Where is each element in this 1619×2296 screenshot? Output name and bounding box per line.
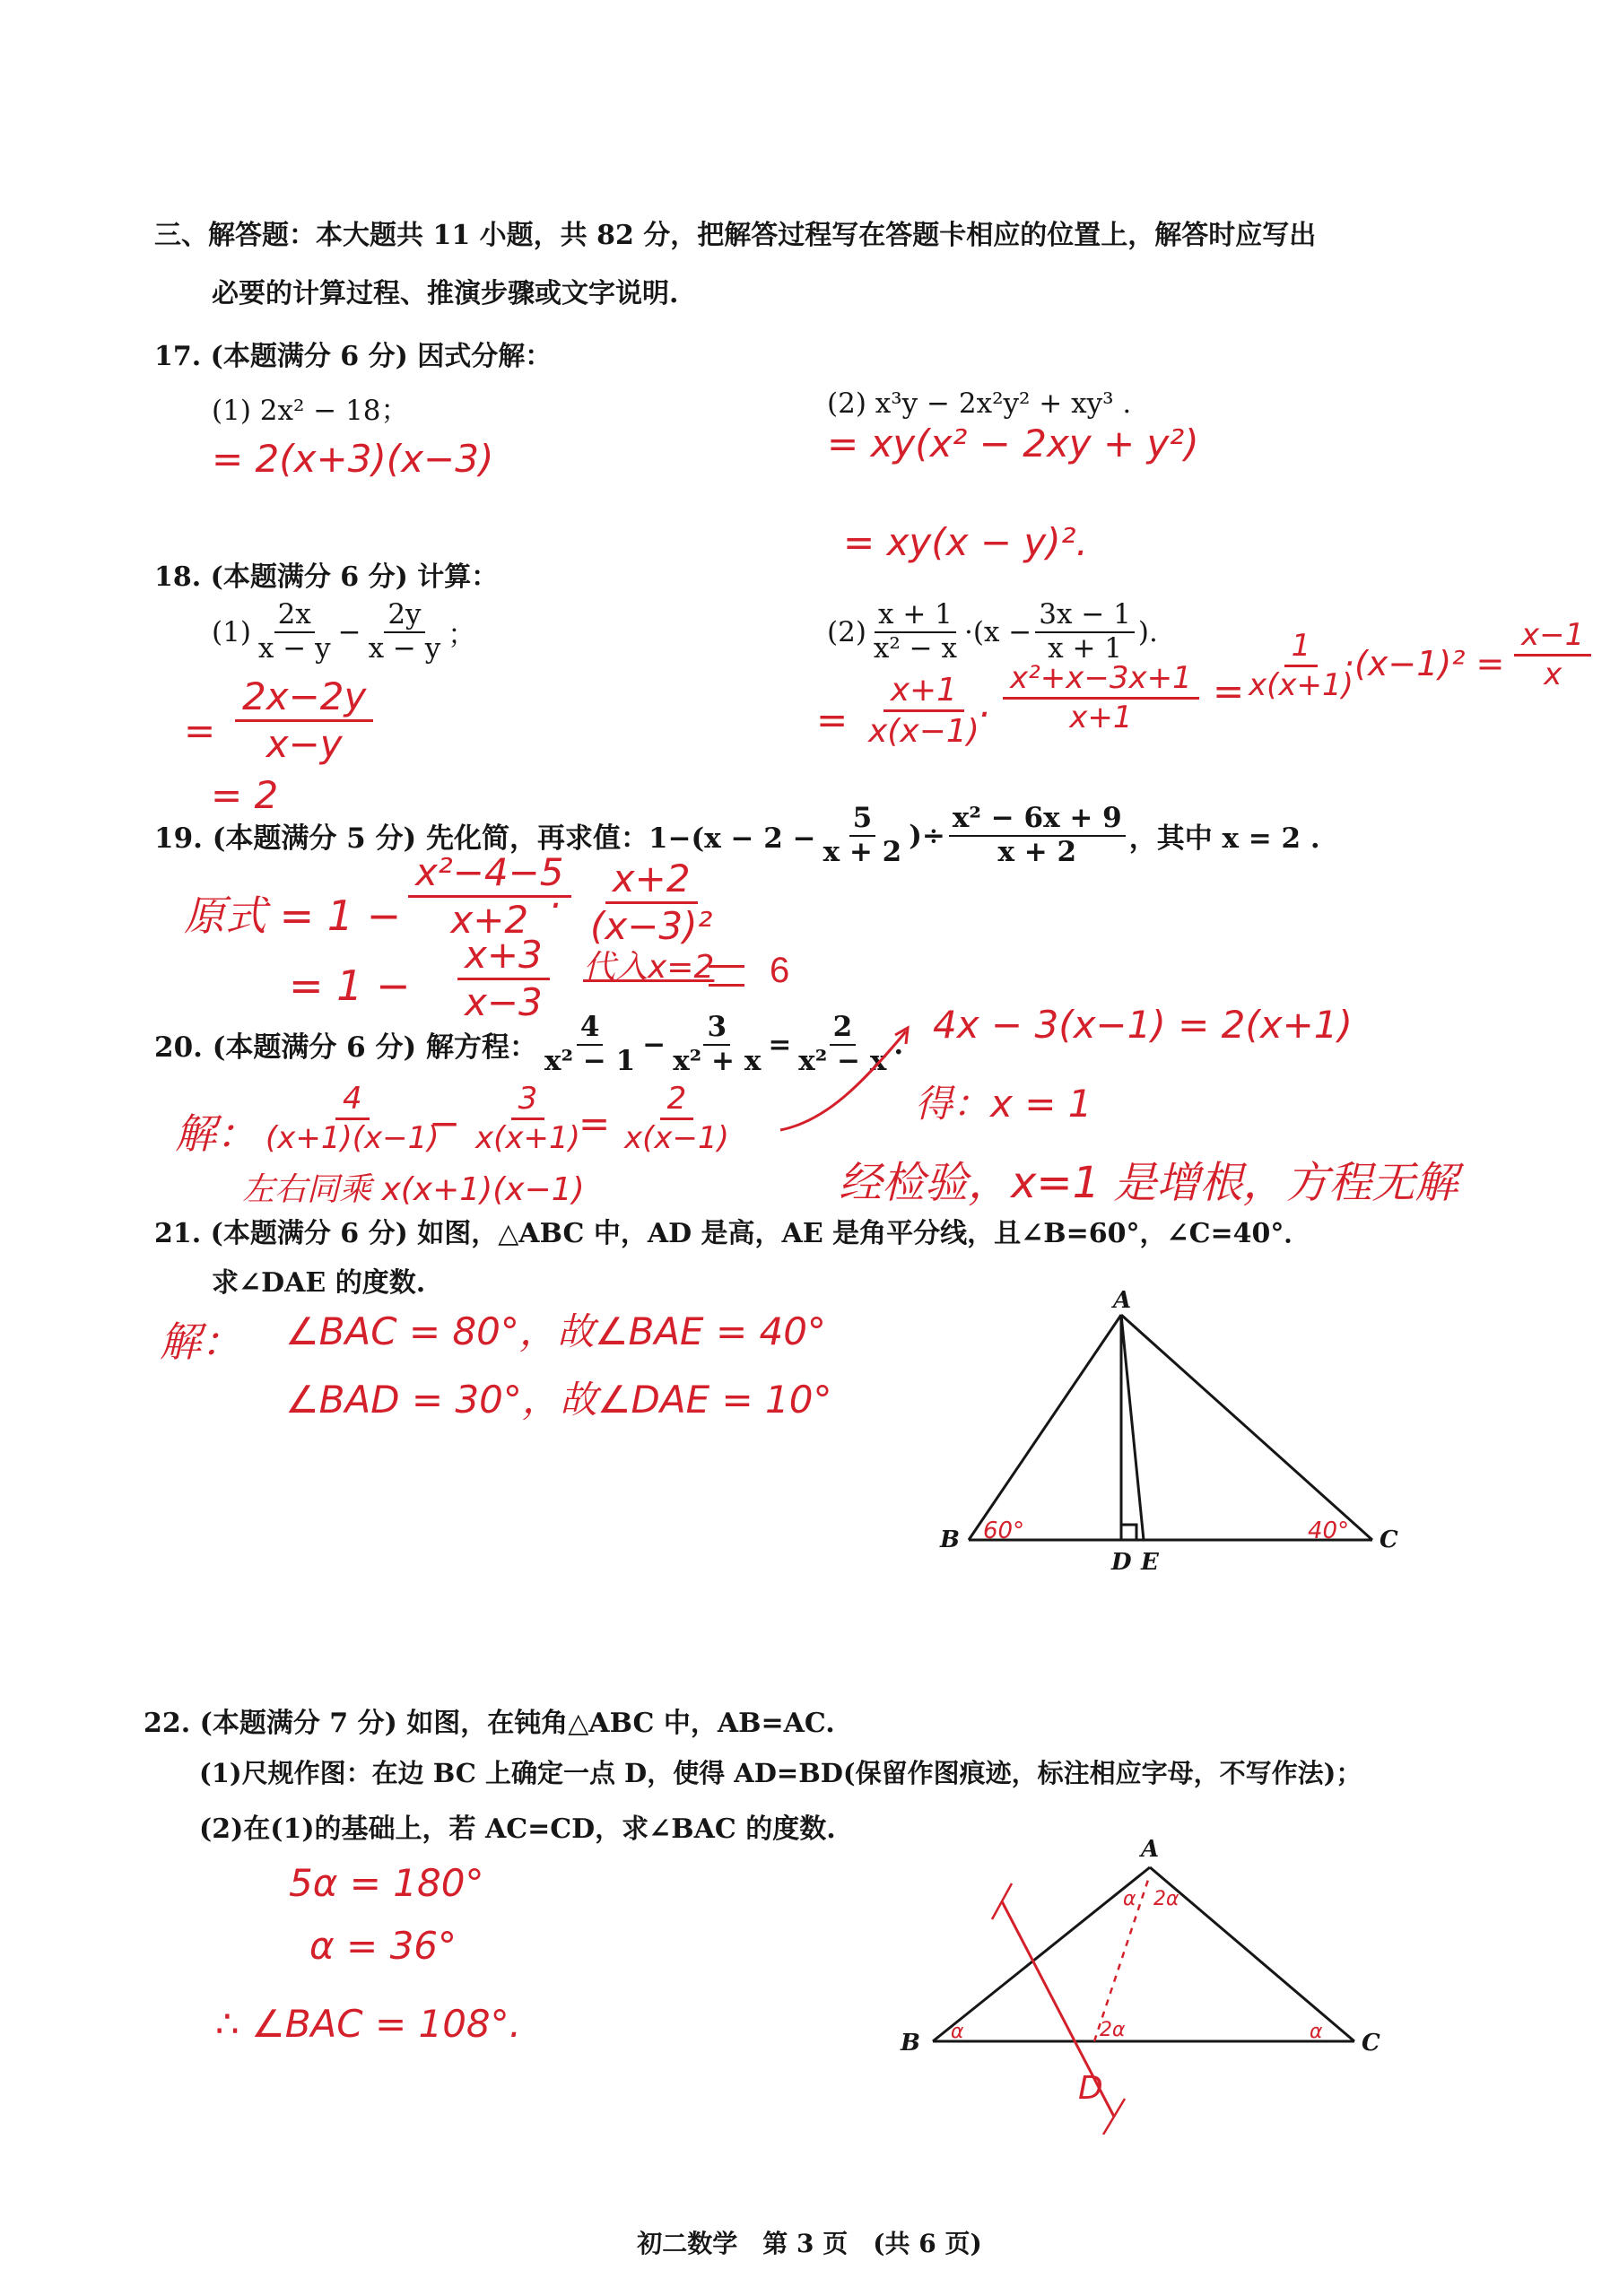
q18-p2-mid: ·(x − bbox=[964, 615, 1032, 648]
q18-part1 bbox=[212, 599, 475, 665]
q18-ans2-eq: = bbox=[816, 698, 849, 742]
q19-result: 6 bbox=[770, 951, 790, 990]
q22-mark-b: α bbox=[951, 2021, 964, 2043]
q18-ans1-den: x−y bbox=[265, 722, 343, 767]
q17-part2: (2) x³y − 2x²y² + xy³ . bbox=[827, 387, 1132, 420]
q20-num3: 2 bbox=[830, 1012, 857, 1046]
q18-p2-lead: (2) bbox=[827, 615, 866, 648]
q20-ans-num2: 3 bbox=[511, 1081, 545, 1120]
q18-p2-den1: x² − x bbox=[873, 631, 957, 665]
q19-ans-den2: (x−3)² bbox=[590, 904, 713, 949]
q21-label-b: B bbox=[940, 1526, 960, 1553]
q19-ans-frac2 bbox=[583, 857, 719, 950]
q19-line bbox=[154, 803, 1320, 868]
q20-num1: 4 bbox=[577, 1012, 604, 1046]
q19-ans2-den: x−3 bbox=[465, 980, 543, 1025]
q19-end: ，其中 x = 2 . bbox=[1128, 822, 1320, 856]
q18-ans1-frac bbox=[235, 674, 373, 768]
q21-angle-c: 40° bbox=[1308, 1518, 1350, 1544]
q20-header: 20. (本题满分 6 分) 解方程： bbox=[154, 1031, 538, 1065]
q18-ans2-frac4 bbox=[1514, 617, 1591, 693]
q18-p1-den1: x − y bbox=[257, 631, 331, 665]
q18-p1-end: ； bbox=[448, 619, 476, 652]
q22-part1: (1)尺规作图：在边 BC 上确定一点 D，使得 AD=BD(保留作图痕迹，标注相应字母，不写作法)； bbox=[199, 1758, 1362, 1788]
q19-ans-num2: x+2 bbox=[605, 857, 698, 904]
q18-ans2-eq2: = bbox=[1213, 669, 1245, 713]
q22-mark-c: α bbox=[1310, 2021, 1323, 2043]
q22-ans2: α = 36° bbox=[309, 1924, 457, 1968]
q18-p1-num1: 2x bbox=[274, 599, 315, 633]
q19-num1: 5 bbox=[849, 803, 876, 837]
q22-label-c: C bbox=[1362, 2030, 1380, 2057]
q22-mark-a-right: 2α bbox=[1153, 1888, 1179, 1910]
q21-header: 21. (本题满分 6 分) 如图，△ABC 中，AD 是高，AE 是角平分线，且∠B=60°，∠C=40°． bbox=[154, 1218, 1311, 1249]
q20-op1: − bbox=[642, 1028, 666, 1061]
q18-ans2-den3: x(x+1) bbox=[1249, 666, 1354, 703]
q22-mark-a-left: α bbox=[1123, 1888, 1136, 1910]
q20-ans-op1: − bbox=[429, 1101, 461, 1145]
q20-ans-got: 得：x = 1 bbox=[915, 1082, 1092, 1126]
q20-ans-lead: 解： bbox=[175, 1109, 257, 1158]
q20-den3: x² − x bbox=[798, 1044, 887, 1077]
q19-den1: x + 2 bbox=[823, 835, 902, 868]
section-title-line2: 必要的计算过程、推演步骤或文字说明. bbox=[212, 278, 679, 309]
q22-ans1: 5α = 180° bbox=[289, 1861, 484, 1905]
q20-ans-mult: 左右同乘 x(x+1)(x−1) bbox=[242, 1171, 585, 1208]
q18-p1-lead: (1) bbox=[212, 615, 251, 648]
q20-ans-den3: x(x−1) bbox=[624, 1119, 729, 1156]
q18-ans2-dot: · bbox=[978, 692, 990, 736]
q17-answer2a: = xy(x² − 2xy + y²) bbox=[827, 422, 1199, 465]
q21-label-d: D bbox=[1111, 1549, 1132, 1576]
q18-p2-den2: x + 1 bbox=[1048, 631, 1123, 665]
q20-end: . bbox=[893, 1028, 904, 1061]
q20-ans-check: 经检验，x=1 是增根，方程无解 bbox=[839, 1158, 1458, 1208]
q20-ans-den2: x(x+1) bbox=[475, 1119, 580, 1156]
q18-p1-op: − bbox=[337, 615, 361, 648]
q19-ans-den1: x+2 bbox=[450, 898, 529, 943]
q22-side-ac bbox=[1150, 1867, 1354, 2041]
q21-side-ac bbox=[1121, 1315, 1372, 1540]
q22-label-b: B bbox=[901, 2030, 920, 2057]
q21-ans2: ∠BAD = 30°，故∠DAE = 10° bbox=[285, 1378, 832, 1422]
q18-p1-den2: x − y bbox=[368, 631, 441, 665]
q19-ans-dot: · bbox=[549, 883, 561, 927]
q20-ans-frac2 bbox=[468, 1081, 588, 1157]
q19-den2: x + 2 bbox=[997, 835, 1077, 868]
q22-part2: (2)在(1)的基础上，若 AC=CD，求∠BAC 的度数. bbox=[199, 1813, 836, 1845]
q21-triangle-figure bbox=[933, 1283, 1417, 1587]
q18-ans2-tail: ·(x−1)² = bbox=[1344, 644, 1505, 683]
q18-ans2-frac1 bbox=[861, 671, 990, 751]
q22-triangle-figure bbox=[888, 1830, 1408, 2135]
q19-substitute: 代入x=2 bbox=[583, 949, 715, 986]
q22-label-d: D bbox=[1078, 2070, 1103, 2107]
q17-answer2b: = xy(x − y)². bbox=[843, 520, 1088, 564]
q19-frac2 bbox=[949, 803, 1126, 868]
q18-ans2-den1: x(x−1) bbox=[868, 713, 979, 751]
q18-p2-end: ). bbox=[1137, 615, 1158, 648]
q20-den2: x² + x bbox=[673, 1044, 762, 1077]
q18-p2-frac2 bbox=[1035, 599, 1135, 665]
q19-ans-num1: x²−4−5 bbox=[408, 850, 571, 898]
q20-ans-top: 4x − 3(x−1) = 2(x+1) bbox=[933, 1003, 1353, 1047]
q22-label-a: A bbox=[1141, 1836, 1160, 1863]
section-title-line1: 三、解答题：本大题共 11 小题，共 82 分，把解答过程写在答题卡相应的位置上，解答时应写出 bbox=[154, 220, 1317, 251]
q18-ans2-num3: 1 bbox=[1284, 628, 1319, 667]
q17-answer1: = 2(x+3)(x−3) bbox=[212, 437, 494, 481]
q21-angle-b: 60° bbox=[983, 1518, 1025, 1544]
q20-ans-frac3 bbox=[617, 1081, 736, 1157]
q18-ans1-num: 2x−2y bbox=[235, 674, 373, 722]
q18-ans2-den4: x bbox=[1544, 656, 1562, 692]
q19-mid: )÷ bbox=[909, 819, 945, 852]
q18-p2-num1: x + 1 bbox=[875, 599, 956, 633]
q21-bisector-ae bbox=[1121, 1315, 1144, 1540]
q20-ans-frac1 bbox=[258, 1081, 447, 1157]
q21-label-e: E bbox=[1141, 1549, 1159, 1576]
q19-ans2-lead: = 1 − bbox=[289, 961, 411, 1010]
q20-ans-num3: 2 bbox=[660, 1081, 694, 1120]
q19-frac1 bbox=[820, 803, 906, 868]
q21-side-ab bbox=[969, 1315, 1121, 1540]
q18-header: 18. (本题满分 6 分) 计算： bbox=[154, 561, 499, 593]
q18-p2-num2: 3x − 1 bbox=[1035, 599, 1135, 633]
q18-ans2-den2: x+1 bbox=[1069, 699, 1133, 735]
q18-part2 bbox=[827, 599, 1158, 665]
q21-line2: 求∠DAE 的度数. bbox=[212, 1267, 426, 1299]
q20-op2: = bbox=[768, 1028, 792, 1061]
q17-header: 17. (本题满分 6 分) 因式分解： bbox=[154, 341, 553, 372]
q22-mark-d: 2α bbox=[1100, 2019, 1126, 2041]
q19-equals-mark bbox=[709, 965, 744, 987]
q21-right-angle-mark bbox=[1121, 1525, 1136, 1540]
q19-ans-lead: 原式 = 1 − bbox=[184, 891, 402, 940]
q18-ans1-final: = 2 bbox=[211, 773, 279, 817]
q22-ans3: ∴ ∠BAC = 108°. bbox=[215, 2002, 522, 2046]
q18-ans1-eq: = bbox=[184, 709, 216, 752]
q18-ans2-frac2 bbox=[1003, 660, 1199, 736]
q18-p1-num2: 2y bbox=[384, 599, 424, 633]
q20-frac1 bbox=[541, 1012, 639, 1077]
q21-ans1: ∠BAC = 80°，故∠BAE = 40° bbox=[285, 1309, 826, 1353]
page-footer: 初二数学 第 3 页 (共 6 页) bbox=[637, 2229, 982, 2258]
q21-label-c: C bbox=[1380, 1526, 1398, 1553]
q18-p2-frac1 bbox=[870, 599, 961, 665]
q19-header: 19. (本题满分 5 分) 先化简，再求值：1−(x − 2 − bbox=[154, 822, 816, 856]
q20-ans-den1: (x+1)(x−1) bbox=[265, 1119, 440, 1156]
q21-ans-lead: 解： bbox=[160, 1318, 242, 1366]
q18-ans2-num2: x²+x−3x+1 bbox=[1003, 660, 1199, 700]
q18-p1-frac1 bbox=[255, 599, 335, 665]
q18-ans2-num1: x+1 bbox=[883, 671, 964, 712]
q19-num2: x² − 6x + 9 bbox=[949, 803, 1126, 837]
q17-part1: (1) 2x² − 18； bbox=[212, 395, 409, 427]
q19-ans2-num: x+3 bbox=[457, 933, 550, 980]
q18-p1-frac2 bbox=[365, 599, 445, 665]
q21-label-a: A bbox=[1113, 1287, 1132, 1314]
q18-ans2-num4: x−1 bbox=[1514, 617, 1591, 657]
q22-side-ab bbox=[933, 1867, 1150, 2041]
q20-den1: x² − 1 bbox=[544, 1044, 636, 1077]
q22-header: 22. (本题满分 7 分) 如图，在钝角△ABC 中，AB=AC. bbox=[144, 1708, 835, 1739]
q20-ans-op2: = bbox=[579, 1101, 611, 1145]
q20-ans-num1: 4 bbox=[335, 1081, 370, 1120]
q19-ans-frac1 bbox=[408, 850, 571, 944]
q20-frac2 bbox=[669, 1012, 764, 1077]
q18-ans2-frac3 bbox=[1241, 628, 1361, 704]
q20-num2: 3 bbox=[703, 1012, 730, 1046]
